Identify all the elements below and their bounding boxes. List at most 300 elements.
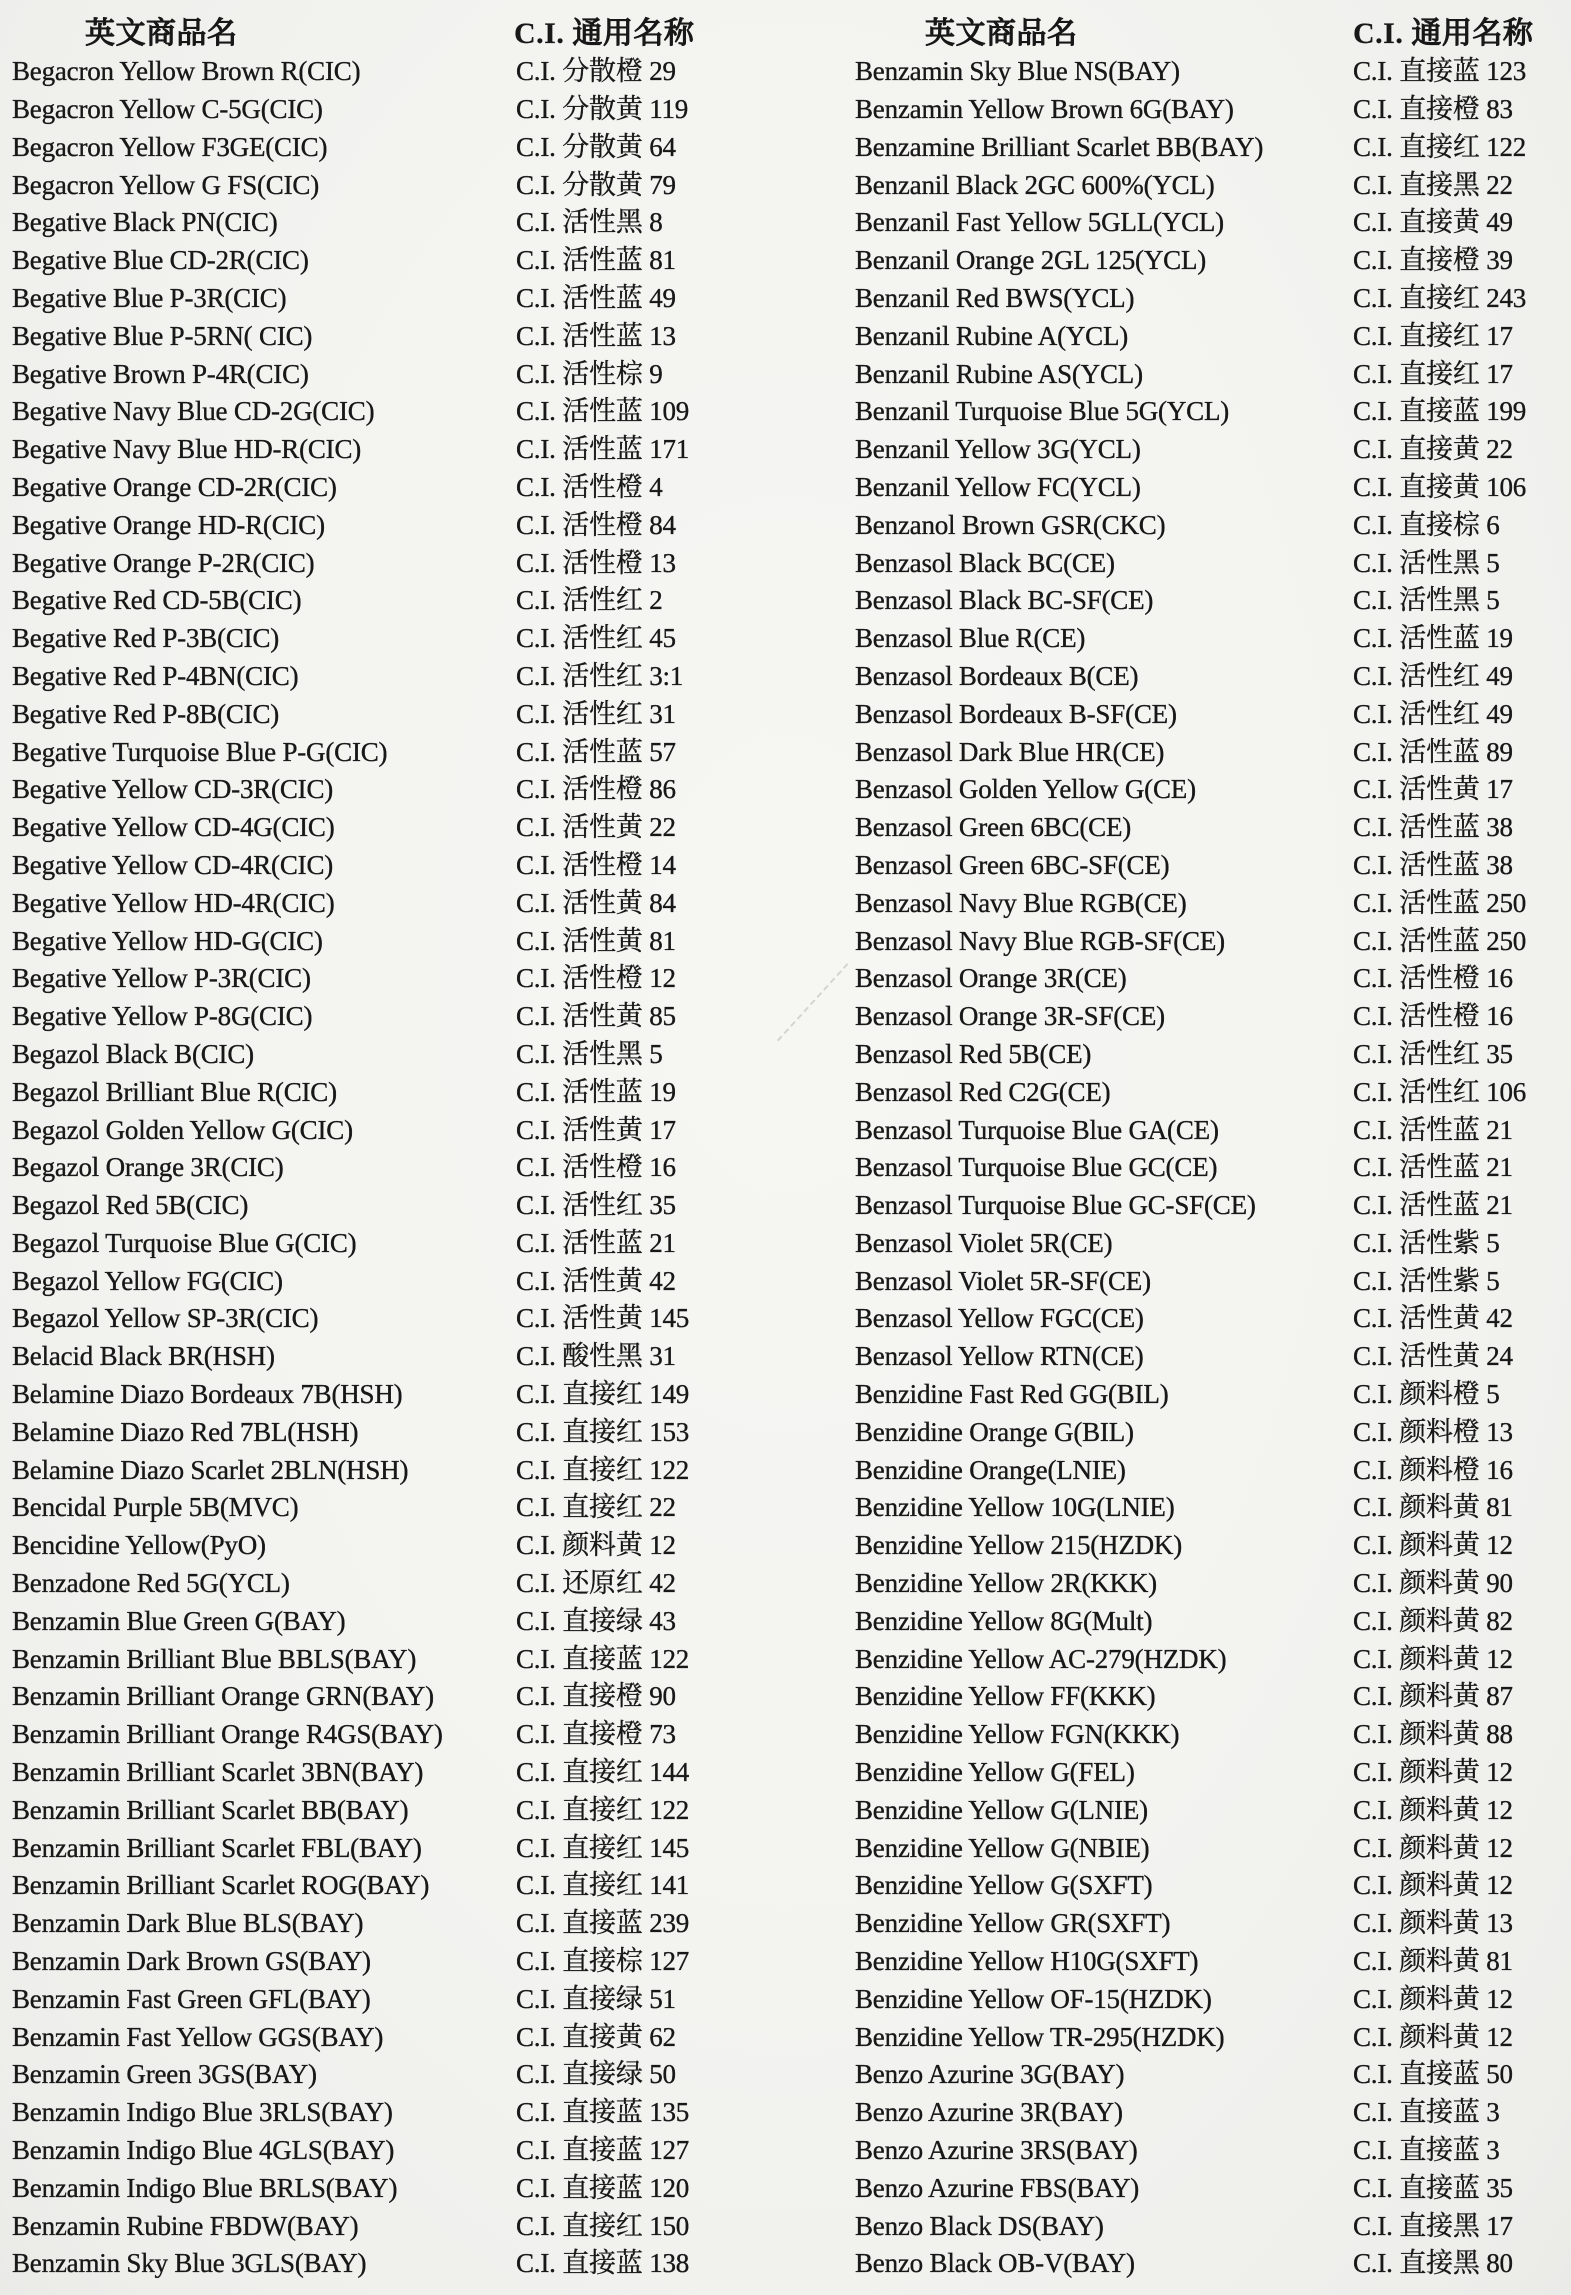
ci-name-cell-right: C.I. 直接棕 6 [1353,509,1500,540]
table-row [0,1678,1571,1716]
table-row [0,1187,1571,1225]
trade-name-cell-left: Begazol Yellow FG(CIC) [12,1265,283,1296]
trade-name-cell-right: Benzasol Navy Blue RGB-SF(CE) [855,925,1225,956]
trade-name-cell-left: Benzamin Rubine FBDW(BAY) [12,2210,359,2241]
ci-name-cell-left: C.I. 直接蓝 127 [516,2135,690,2166]
ci-name-cell-left: C.I. 活性黄 84 [516,887,676,918]
trade-name-cell-left: Benzamin Brilliant Orange R4GS(BAY) [12,1719,443,1750]
ci-name-cell-right: C.I. 直接黄 22 [1353,434,1513,465]
trade-name-cell-left: Begacron Yellow F3GE(CIC) [12,131,328,162]
trade-name-cell-left: Benzamin Fast Yellow GGS(BAY) [12,2021,384,2052]
ci-name-cell-left: C.I. 活性橙 86 [516,774,676,805]
table-row [0,733,1571,771]
table-row [0,1640,1571,1678]
table-row [0,2094,1571,2132]
trade-name-cell-right: Benzamin Yellow Brown 6G(BAY) [855,93,1234,124]
ci-name-cell-left: C.I. 活性橙 12 [516,963,676,994]
ci-name-cell-left: C.I. 活性黄 81 [516,925,676,956]
table-row [0,1073,1571,1111]
trade-name-cell-right: Benzasol Golden Yellow G(CE) [855,774,1196,805]
ci-name-cell-right: C.I. 直接蓝 123 [1353,56,1527,87]
ci-name-cell-right: C.I. 直接蓝 35 [1353,2172,1513,2203]
trade-name-cell-left: Begative Red CD-5B(CIC) [12,585,302,616]
trade-name-cell-right: Benzasol Red 5B(CE) [855,1038,1092,1069]
trade-name-cell-right: Benzasol Black BC-SF(CE) [855,585,1154,616]
trade-name-cell-left: Begative Yellow CD-4R(CIC) [12,849,334,880]
ci-name-cell-right: C.I. 颜料橙 13 [1353,1416,1513,1447]
ci-name-cell-right: C.I. 颜料黄 87 [1353,1681,1513,1712]
table-row [0,620,1571,658]
trade-name-cell-right: Benzidine Yellow TR-295(HZDK) [855,2021,1225,2052]
trade-name-cell-right: Benzasol Bordeaux B(CE) [855,660,1139,691]
table-row [0,1111,1571,1149]
ci-name-cell-right: C.I. 颜料黄 12 [1353,1757,1513,1788]
trade-name-cell-left: Begative Yellow HD-4R(CIC) [12,887,335,918]
ci-name-cell-right: C.I. 活性蓝 21 [1353,1190,1513,1221]
ci-name-cell-right: C.I. 直接红 243 [1353,282,1527,313]
table-row [0,1867,1571,1905]
trade-name-cell-right: Benzidine Orange G(BIL) [855,1416,1134,1447]
table-row [0,2018,1571,2056]
ci-name-cell-left: C.I. 直接红 22 [516,1492,676,1523]
trade-name-cell-left: Begazol Turquoise Blue G(CIC) [12,1227,357,1258]
trade-name-cell-right: Benzanil Orange 2GL 125(YCL) [855,245,1207,276]
trade-name-cell-left: Benzamin Indigo Blue BRLS(BAY) [12,2172,398,2203]
ci-name-cell-right: C.I. 直接蓝 3 [1353,2135,1500,2166]
ci-name-cell-right: C.I. 颜料黄 88 [1353,1719,1513,1750]
ci-name-cell-right: C.I. 直接红 122 [1353,131,1527,162]
ci-name-cell-left: C.I. 直接红 153 [516,1416,690,1447]
ci-name-cell-right: C.I. 颜料黄 12 [1353,1643,1513,1674]
table-body [0,53,1571,2283]
ci-name-cell-right: C.I. 活性蓝 250 [1353,887,1527,918]
table-row [0,1754,1571,1792]
ci-name-cell-right: C.I. 颜料橙 16 [1353,1454,1513,1485]
trade-name-cell-left: Benzamin Indigo Blue 3RLS(BAY) [12,2097,393,2128]
trade-name-cell-right: Benzasol Bordeaux B-SF(CE) [855,698,1177,729]
ci-name-cell-left: C.I. 直接红 149 [516,1379,690,1410]
table-row [0,922,1571,960]
ci-name-cell-left: C.I. 直接橙 90 [516,1681,676,1712]
table-row [0,53,1571,91]
ci-name-cell-right: C.I. 直接黑 22 [1353,169,1513,200]
table-row [0,128,1571,166]
trade-name-cell-right: Benzasol Turquoise Blue GC(CE) [855,1152,1218,1183]
ci-name-cell-right: C.I. 活性蓝 38 [1353,812,1513,843]
trade-name-cell-left: Benzamin Green 3GS(BAY) [12,2059,317,2090]
table-row [0,582,1571,620]
ci-name-cell-right: C.I. 直接红 17 [1353,320,1513,351]
ci-name-cell-left: C.I. 直接红 145 [516,1832,690,1863]
trade-name-cell-left: Begative Yellow HD-G(CIC) [12,925,323,956]
table-row [0,544,1571,582]
table-row [0,1565,1571,1603]
ci-name-cell-left: C.I. 直接红 122 [516,1794,690,1825]
trade-name-cell-left: Begative Red P-8B(CIC) [12,698,280,729]
ci-name-cell-right: C.I. 直接黄 49 [1353,207,1513,238]
table-row [0,1338,1571,1376]
ci-name-cell-left: C.I. 直接绿 50 [516,2059,676,2090]
trade-name-cell-right: Benzo Azurine FBS(BAY) [855,2172,1140,2203]
table-row [0,1300,1571,1338]
ci-name-cell-left: C.I. 活性蓝 171 [516,434,690,465]
trade-name-cell-right: Benzidine Fast Red GG(BIL) [855,1379,1169,1410]
column-header-ci-left: C.I. 通用名称 [514,16,695,50]
trade-name-cell-left: Begative Blue P-5RN( CIC) [12,320,313,351]
ci-name-cell-left: C.I. 活性蓝 109 [516,396,690,427]
column-header-english-right: 英文商品名 [925,16,1078,50]
table-row [0,1943,1571,1981]
trade-name-cell-left: Benzamin Brilliant Orange GRN(BAY) [12,1681,434,1712]
table-row [0,1262,1571,1300]
trade-name-cell-left: Benzamin Brilliant Blue BBLS(BAY) [12,1643,417,1674]
ci-name-cell-left: C.I. 颜料黄 12 [516,1530,676,1561]
column-header-english-left: 英文商品名 [85,16,238,50]
ci-name-cell-right: C.I. 颜料黄 12 [1353,1794,1513,1825]
ci-name-cell-right: C.I. 颜料黄 82 [1353,1605,1513,1636]
table-row [0,242,1571,280]
trade-name-cell-left: Begative Yellow P-3R(CIC) [12,963,311,994]
ci-name-cell-left: C.I. 直接棕 127 [516,1946,690,1977]
ci-name-cell-right: C.I. 活性蓝 38 [1353,849,1513,880]
trade-name-cell-left: Begative Turquoise Blue P-G(CIC) [12,736,388,767]
ci-name-cell-right: C.I. 直接黄 106 [1353,471,1527,502]
trade-name-cell-left: Begative Orange P-2R(CIC) [12,547,315,578]
table-row [0,1413,1571,1451]
table-row [0,1602,1571,1640]
trade-name-cell-right: Benzidine Yellow 10G(LNIE) [855,1492,1175,1523]
trade-name-cell-left: Begative Navy Blue CD-2G(CIC) [12,396,375,427]
ci-name-cell-left: C.I. 活性红 3:1 [516,660,684,691]
ci-name-cell-right: C.I. 活性红 49 [1353,698,1513,729]
ci-name-cell-left: C.I. 分散黄 79 [516,169,676,200]
table-row [0,1829,1571,1867]
trade-name-cell-left: Begazol Yellow SP-3R(CIC) [12,1303,319,1334]
ci-name-cell-right: C.I. 颜料黄 12 [1353,1530,1513,1561]
trade-name-cell-right: Benzasol Green 6BC-SF(CE) [855,849,1170,880]
ci-name-cell-left: C.I. 活性橙 84 [516,509,676,540]
ci-name-cell-left: C.I. 活性橙 16 [516,1152,676,1183]
trade-name-cell-right: Benzasol Navy Blue RGB(CE) [855,887,1187,918]
ci-name-cell-right: C.I. 直接黑 17 [1353,2210,1513,2241]
ci-name-cell-left: C.I. 活性蓝 57 [516,736,676,767]
ci-name-cell-right: C.I. 活性黑 5 [1353,547,1500,578]
ci-name-cell-right: C.I. 直接蓝 50 [1353,2059,1513,2090]
ci-name-cell-left: C.I. 直接蓝 135 [516,2097,690,2128]
table-header-row [0,15,1571,53]
ci-name-cell-left: C.I. 直接橙 73 [516,1719,676,1750]
trade-name-cell-left: Begacron Yellow G FS(CIC) [12,169,320,200]
ci-name-cell-left: C.I. 活性橙 4 [516,471,663,502]
trade-name-cell-left: Benzamin Brilliant Scarlet 3BN(BAY) [12,1757,424,1788]
table-row [0,1376,1571,1414]
ci-name-cell-left: C.I. 分散黄 64 [516,131,676,162]
trade-name-cell-left: Begazol Orange 3R(CIC) [12,1152,284,1183]
trade-name-cell-left: Begative Blue P-3R(CIC) [12,282,287,313]
trade-name-cell-right: Benzidine Yellow G(LNIE) [855,1794,1148,1825]
trade-name-cell-left: Begative Black PN(CIC) [12,207,278,238]
ci-name-cell-right: C.I. 活性蓝 19 [1353,623,1513,654]
ci-name-cell-left: C.I. 直接蓝 122 [516,1643,690,1674]
ci-name-cell-right: C.I. 直接红 17 [1353,358,1513,389]
table-row [0,2207,1571,2245]
trade-name-cell-left: Begacron Yellow Brown R(CIC) [12,56,361,87]
ci-name-cell-left: C.I. 活性橙 14 [516,849,676,880]
ci-name-cell-left: C.I. 活性黑 5 [516,1038,663,1069]
trade-name-cell-left: Benzamin Brilliant Scarlet BB(BAY) [12,1794,409,1825]
trade-name-cell-left: Benzamin Brilliant Scarlet ROG(BAY) [12,1870,430,1901]
ci-name-cell-left: C.I. 直接黄 62 [516,2021,676,2052]
ci-name-cell-left: C.I. 直接蓝 239 [516,1908,690,1939]
table-row [0,809,1571,847]
table-row [0,506,1571,544]
ci-name-cell-left: C.I. 活性红 45 [516,623,676,654]
table-row [0,1527,1571,1565]
ci-name-cell-left: C.I. 直接红 141 [516,1870,690,1901]
trade-name-cell-left: Benzamin Fast Green GFL(BAY) [12,1983,371,2014]
ci-name-cell-right: C.I. 颜料黄 81 [1353,1946,1513,1977]
trade-name-cell-left: Begative Yellow CD-3R(CIC) [12,774,334,805]
ci-name-cell-left: C.I. 直接绿 43 [516,1605,676,1636]
trade-name-cell-left: Belamine Diazo Scarlet 2BLN(HSH) [12,1454,409,1485]
table-row [0,1036,1571,1074]
ci-name-cell-right: C.I. 活性红 106 [1353,1076,1527,1107]
trade-name-cell-left: Begacron Yellow C-5G(CIC) [12,93,323,124]
trade-name-cell-right: Benzidine Yellow FF(KKK) [855,1681,1156,1712]
trade-name-cell-left: Benzamin Brilliant Scarlet FBL(BAY) [12,1832,422,1863]
table-row [0,960,1571,998]
trade-name-cell-right: Benzanil Black 2GC 600%(YCL) [855,169,1215,200]
ci-name-cell-right: C.I. 活性蓝 250 [1353,925,1527,956]
ci-name-cell-left: C.I. 直接红 144 [516,1757,690,1788]
trade-name-cell-right: Benzanil Yellow 3G(YCL) [855,434,1141,465]
ci-name-cell-right: C.I. 直接黑 80 [1353,2248,1513,2279]
trade-name-cell-right: Benzasol Yellow RTN(CE) [855,1341,1144,1372]
trade-name-cell-right: Benzasol Turquoise Blue GC-SF(CE) [855,1190,1256,1221]
table-row [0,1905,1571,1943]
ci-name-cell-left: C.I. 活性黄 22 [516,812,676,843]
trade-name-cell-right: Benzanil Red BWS(YCL) [855,282,1135,313]
table-row [0,2169,1571,2207]
trade-name-cell-right: Benzo Azurine 3G(BAY) [855,2059,1125,2090]
ci-name-cell-right: C.I. 活性黄 24 [1353,1341,1513,1372]
ci-name-cell-left: C.I. 活性红 2 [516,585,663,616]
table-row [0,658,1571,696]
trade-name-cell-right: Benzasol Turquoise Blue GA(CE) [855,1114,1219,1145]
table-row [0,393,1571,431]
trade-name-cell-left: Bencidine Yellow(PyO) [12,1530,266,1561]
table-row [0,1451,1571,1489]
ci-name-cell-left: C.I. 活性黄 17 [516,1114,676,1145]
trade-name-cell-left: Belamine Diazo Red 7BL(HSH) [12,1416,359,1447]
ci-name-cell-right: C.I. 活性黄 42 [1353,1303,1513,1334]
trade-name-cell-left: Benzamin Sky Blue 3GLS(BAY) [12,2248,367,2279]
table-row [0,2245,1571,2283]
trade-name-cell-right: Benzo Black OB-V(BAY) [855,2248,1135,2279]
ci-name-cell-right: C.I. 活性黄 17 [1353,774,1513,805]
trade-name-cell-left: Benzamin Dark Brown GS(BAY) [12,1946,371,1977]
trade-name-cell-right: Benzidine Yellow 8G(Mult) [855,1605,1153,1636]
ci-name-cell-left: C.I. 直接绿 51 [516,1983,676,2014]
ci-name-cell-left: C.I. 活性黄 42 [516,1265,676,1296]
table-row [0,847,1571,885]
ci-name-cell-right: C.I. 直接蓝 199 [1353,396,1527,427]
table-row [0,1791,1571,1829]
trade-name-cell-right: Benzo Black DS(BAY) [855,2210,1104,2241]
trade-name-cell-right: Benzidine Yellow 215(HZDK) [855,1530,1183,1561]
ci-name-cell-left: C.I. 直接蓝 120 [516,2172,690,2203]
trade-name-cell-right: Benzasol Blue R(CE) [855,623,1086,654]
ci-name-cell-left: C.I. 活性蓝 19 [516,1076,676,1107]
trade-name-cell-right: Benzasol Red C2G(CE) [855,1076,1111,1107]
trade-name-cell-left: Belamine Diazo Bordeaux 7B(HSH) [12,1379,403,1410]
table-row [0,2056,1571,2094]
ci-name-cell-left: C.I. 活性黑 8 [516,207,663,238]
trade-name-cell-left: Benzamin Blue Green G(BAY) [12,1605,346,1636]
trade-name-cell-left: Begazol Black B(CIC) [12,1038,254,1069]
ci-name-cell-right: C.I. 颜料黄 81 [1353,1492,1513,1523]
table-row [0,431,1571,469]
table-row [0,317,1571,355]
ci-name-cell-right: C.I. 活性橙 16 [1353,963,1513,994]
ci-name-cell-left: C.I. 活性黄 145 [516,1303,690,1334]
table-row [0,469,1571,507]
trade-name-cell-left: Begative Blue CD-2R(CIC) [12,245,309,276]
table-row [0,91,1571,129]
ci-name-cell-left: C.I. 分散橙 29 [516,56,676,87]
table-row [0,166,1571,204]
ci-name-cell-right: C.I. 活性紫 5 [1353,1265,1500,1296]
trade-name-cell-left: Benzamin Dark Blue BLS(BAY) [12,1908,364,1939]
table-row [0,1225,1571,1263]
ci-name-cell-right: C.I. 颜料黄 12 [1353,1832,1513,1863]
ci-name-cell-left: C.I. 直接蓝 138 [516,2248,690,2279]
ci-name-cell-left: C.I. 直接红 150 [516,2210,690,2241]
ci-name-cell-right: C.I. 活性紫 5 [1353,1227,1500,1258]
ci-name-cell-right: C.I. 直接蓝 3 [1353,2097,1500,2128]
trade-name-cell-right: Benzidine Yellow 2R(KKK) [855,1568,1157,1599]
ci-name-cell-left: C.I. 活性蓝 13 [516,320,676,351]
table-row [0,355,1571,393]
ci-name-cell-left: C.I. 活性黄 85 [516,1001,676,1032]
ci-name-cell-right: C.I. 颜料黄 12 [1353,2021,1513,2052]
trade-name-cell-left: Belacid Black BR(HSH) [12,1341,275,1372]
trade-name-cell-right: Benzidine Yellow FGN(KKK) [855,1719,1180,1750]
table-row [0,1149,1571,1187]
trade-name-cell-right: Benzasol Green 6BC(CE) [855,812,1132,843]
trade-name-cell-left: Benzadone Red 5G(YCL) [12,1568,290,1599]
trade-name-cell-right: Benzidine Yellow G(SXFT) [855,1870,1153,1901]
ci-name-cell-right: C.I. 活性蓝 89 [1353,736,1513,767]
trade-name-cell-left: Begative Navy Blue HD-R(CIC) [12,434,362,465]
ci-name-cell-left: C.I. 酸性黑 31 [516,1341,676,1372]
trade-name-cell-left: Begative Red P-4BN(CIC) [12,660,299,691]
ci-name-cell-right: C.I. 颜料黄 13 [1353,1908,1513,1939]
trade-name-cell-right: Benzamine Brilliant Scarlet BB(BAY) [855,131,1264,162]
ci-name-cell-left: C.I. 直接红 122 [516,1454,690,1485]
ci-name-cell-right: C.I. 颜料橙 5 [1353,1379,1500,1410]
trade-name-cell-right: Benzanil Rubine A(YCL) [855,320,1129,351]
ci-name-cell-left: C.I. 活性红 31 [516,698,676,729]
trade-name-cell-right: Benzanol Brown GSR(CKC) [855,509,1166,540]
table-row [0,280,1571,318]
trade-name-cell-right: Benzidine Yellow AC-279(HZDK) [855,1643,1227,1674]
ci-name-cell-left: C.I. 分散黄 119 [516,93,689,124]
trade-name-cell-left: Begative Red P-3B(CIC) [12,623,280,654]
table-row [0,771,1571,809]
ci-name-cell-right: C.I. 活性橙 16 [1353,1001,1513,1032]
trade-name-cell-right: Benzasol Violet 5R(CE) [855,1227,1113,1258]
table-row [0,1489,1571,1527]
ci-name-cell-right: C.I. 颜料黄 12 [1353,1870,1513,1901]
table-row [0,1980,1571,2018]
ci-name-cell-left: C.I. 活性蓝 21 [516,1227,676,1258]
ci-name-cell-right: C.I. 活性蓝 21 [1353,1152,1513,1183]
trade-name-cell-right: Benzanil Turquoise Blue 5G(YCL) [855,396,1230,427]
trade-name-cell-right: Benzidine Yellow H10G(SXFT) [855,1946,1199,1977]
trade-name-cell-left: Begative Yellow P-8G(CIC) [12,1001,313,1032]
trade-name-cell-right: Benzo Azurine 3R(BAY) [855,2097,1123,2128]
trade-name-cell-right: Benzanil Fast Yellow 5GLL(YCL) [855,207,1224,238]
trade-name-cell-right: Benzidine Yellow G(NBIE) [855,1832,1150,1863]
ci-name-cell-left: C.I. 活性橙 13 [516,547,676,578]
ci-name-cell-right: C.I. 颜料黄 12 [1353,1983,1513,2014]
ci-name-cell-left: C.I. 活性蓝 81 [516,245,676,276]
trade-name-cell-left: Bencidal Purple 5B(MVC) [12,1492,299,1523]
trade-name-cell-right: Benzidine Yellow OF-15(HZDK) [855,1983,1212,2014]
trade-name-cell-left: Benzamin Indigo Blue 4GLS(BAY) [12,2135,395,2166]
ci-name-cell-right: C.I. 直接橙 83 [1353,93,1513,124]
table-row [0,2132,1571,2170]
ci-name-cell-left: C.I. 活性棕 9 [516,358,663,389]
trade-name-cell-left: Begazol Brilliant Blue R(CIC) [12,1076,337,1107]
ci-name-cell-right: C.I. 活性黑 5 [1353,585,1500,616]
trade-name-cell-right: Benzasol Yellow FGC(CE) [855,1303,1144,1334]
table-row [0,1716,1571,1754]
ci-name-cell-right: C.I. 活性红 49 [1353,660,1513,691]
trade-name-cell-right: Benzidine Orange(LNIE) [855,1454,1126,1485]
trade-name-cell-right: Benzidine Yellow G(FEL) [855,1757,1135,1788]
table-row [0,998,1571,1036]
trade-name-cell-left: Begative Brown P-4R(CIC) [12,358,309,389]
trade-name-cell-left: Begazol Golden Yellow G(CIC) [12,1114,353,1145]
trade-name-cell-right: Benzanil Yellow FC(YCL) [855,471,1141,502]
column-header-ci-right: C.I. 通用名称 [1353,16,1534,50]
trade-name-cell-left: Begative Orange HD-R(CIC) [12,509,325,540]
trade-name-cell-right: Benzasol Violet 5R-SF(CE) [855,1265,1151,1296]
trade-name-cell-left: Begazol Red 5B(CIC) [12,1190,249,1221]
trade-name-cell-right: Benzasol Orange 3R(CE) [855,963,1127,994]
ci-name-cell-right: C.I. 颜料黄 90 [1353,1568,1513,1599]
trade-name-cell-right: Benzasol Dark Blue HR(CE) [855,736,1165,767]
trade-name-cell-left: Begative Orange CD-2R(CIC) [12,471,337,502]
ci-name-cell-left: C.I. 活性蓝 49 [516,282,676,313]
table-row [0,204,1571,242]
table-row [0,884,1571,922]
trade-name-cell-right: Benzasol Black BC(CE) [855,547,1115,578]
trade-name-cell-right: Benzasol Orange 3R-SF(CE) [855,1001,1165,1032]
trade-name-cell-right: Benzamin Sky Blue NS(BAY) [855,56,1180,87]
table-row [0,695,1571,733]
ci-name-cell-left: C.I. 还原红 42 [516,1568,676,1599]
ci-name-cell-right: C.I. 活性红 35 [1353,1038,1513,1069]
trade-name-cell-right: Benzo Azurine 3RS(BAY) [855,2135,1138,2166]
trade-name-cell-left: Begative Yellow CD-4G(CIC) [12,812,335,843]
ci-name-cell-right: C.I. 活性蓝 21 [1353,1114,1513,1145]
ci-name-cell-right: C.I. 直接橙 39 [1353,245,1513,276]
ci-name-cell-left: C.I. 活性红 35 [516,1190,676,1221]
trade-name-cell-right: Benzidine Yellow GR(SXFT) [855,1908,1171,1939]
